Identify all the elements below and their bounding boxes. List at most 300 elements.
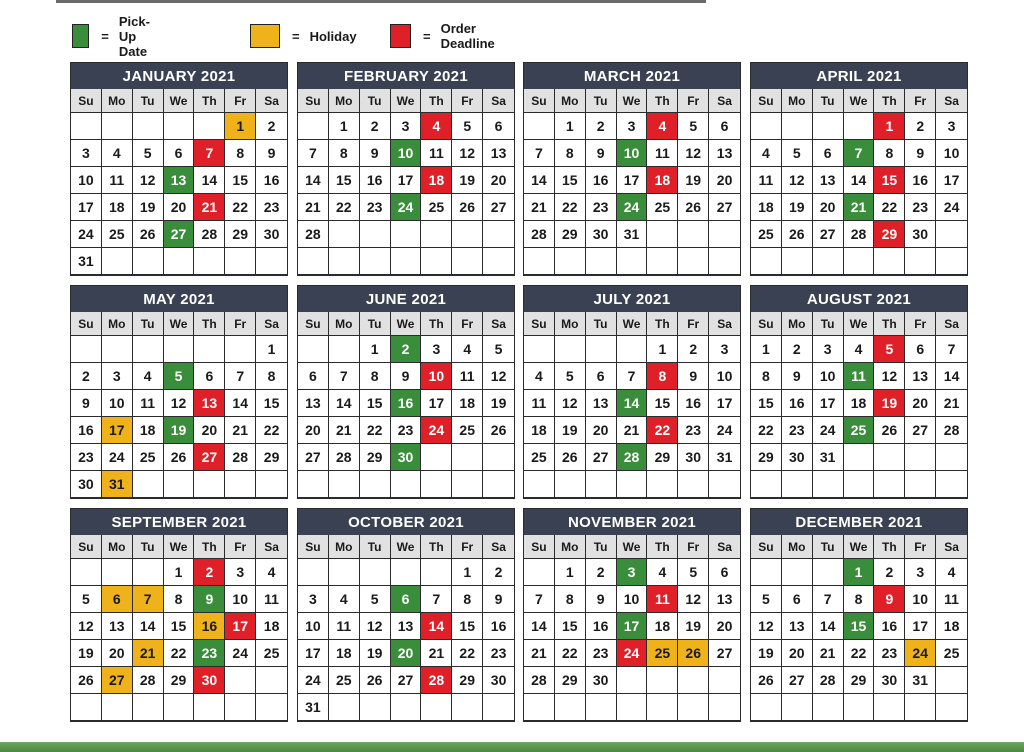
- day-cell: 5: [782, 140, 813, 167]
- day-cell: 18: [329, 640, 360, 667]
- empty-day-cell: [936, 694, 967, 721]
- empty-day-cell: [678, 667, 709, 694]
- day-cell: 31: [71, 248, 102, 275]
- weekday-header: Sa: [709, 312, 740, 336]
- day-cell: 29: [555, 667, 586, 694]
- empty-day-cell: [102, 336, 133, 363]
- day-cell: 2: [874, 559, 905, 586]
- month-grid: [71, 89, 287, 275]
- day-cell: 10: [617, 586, 648, 613]
- day-cell: 6: [905, 336, 936, 363]
- day-cell: 21: [298, 194, 329, 221]
- month-title: DECEMBER 2021: [751, 509, 967, 535]
- day-cell: 3: [225, 559, 256, 586]
- empty-day-cell: [936, 667, 967, 694]
- day-cell: 17: [71, 194, 102, 221]
- day-cell-pickup: 24: [391, 194, 422, 221]
- day-cell: 13: [586, 390, 617, 417]
- empty-day-cell: [844, 444, 875, 471]
- day-cell: 9: [391, 363, 422, 390]
- day-cell: 16: [678, 390, 709, 417]
- empty-day-cell: [194, 471, 225, 498]
- day-cell: 10: [813, 363, 844, 390]
- day-cell-deadline: 2: [194, 559, 225, 586]
- weekday-header: We: [844, 312, 875, 336]
- day-cell: 16: [483, 613, 514, 640]
- day-cell-deadline: 10: [421, 363, 452, 390]
- day-cell: 29: [452, 667, 483, 694]
- day-cell: 21: [936, 390, 967, 417]
- day-cell: 17: [813, 390, 844, 417]
- day-cell: 8: [555, 586, 586, 613]
- month-calendar: [523, 508, 741, 722]
- empty-day-cell: [874, 471, 905, 498]
- day-cell: 16: [586, 167, 617, 194]
- day-cell: 22: [164, 640, 195, 667]
- day-cell: 8: [555, 140, 586, 167]
- day-cell: 8: [452, 586, 483, 613]
- month-grid: [71, 535, 287, 721]
- empty-day-cell: [421, 221, 452, 248]
- day-cell: 11: [329, 613, 360, 640]
- legend-equals: =: [422, 28, 431, 44]
- day-cell: 13: [391, 613, 422, 640]
- day-cell: 21: [813, 640, 844, 667]
- day-cell: 19: [555, 417, 586, 444]
- day-cell: 27: [782, 667, 813, 694]
- weekday-header: We: [617, 89, 648, 113]
- month-calendar: [70, 508, 288, 722]
- day-cell: 5: [360, 586, 391, 613]
- day-cell: 8: [164, 586, 195, 613]
- weekday-header: Mo: [329, 535, 360, 559]
- empty-day-cell: [782, 694, 813, 721]
- day-cell: 4: [751, 140, 782, 167]
- empty-day-cell: [647, 694, 678, 721]
- month-title: JANUARY 2021: [71, 63, 287, 89]
- weekday-header: Fr: [452, 535, 483, 559]
- day-cell: 19: [483, 390, 514, 417]
- weekday-header: Fr: [905, 89, 936, 113]
- day-cell: 25: [256, 640, 287, 667]
- month-grid: [524, 89, 740, 275]
- day-cell: 12: [874, 363, 905, 390]
- empty-day-cell: [133, 559, 164, 586]
- day-cell: 2: [782, 336, 813, 363]
- day-cell: 28: [194, 221, 225, 248]
- weekday-header: Sa: [709, 535, 740, 559]
- empty-day-cell: [298, 559, 329, 586]
- day-cell: 12: [452, 140, 483, 167]
- day-cell: 3: [936, 113, 967, 140]
- day-cell: 10: [936, 140, 967, 167]
- day-cell: 21: [421, 640, 452, 667]
- month-calendar: [70, 62, 288, 276]
- day-cell: 11: [102, 167, 133, 194]
- weekday-header: Fr: [225, 312, 256, 336]
- weekday-header: Su: [751, 89, 782, 113]
- day-cell: 23: [391, 417, 422, 444]
- day-cell: 9: [678, 363, 709, 390]
- deadline-swatch: [390, 24, 411, 48]
- day-cell: 21: [524, 640, 555, 667]
- day-cell-deadline: 24: [421, 417, 452, 444]
- empty-day-cell: [617, 471, 648, 498]
- weekday-header: Th: [421, 535, 452, 559]
- day-cell: 15: [555, 167, 586, 194]
- empty-day-cell: [782, 471, 813, 498]
- empty-day-cell: [524, 248, 555, 275]
- day-cell: 5: [751, 586, 782, 613]
- month-grid: [524, 312, 740, 498]
- day-cell-pickup: 16: [391, 390, 422, 417]
- month-calendar: [297, 285, 515, 499]
- day-cell: 4: [647, 559, 678, 586]
- day-cell: 21: [524, 194, 555, 221]
- day-cell: 14: [329, 390, 360, 417]
- day-cell-pickup: 13: [164, 167, 195, 194]
- day-cell: 30: [905, 221, 936, 248]
- empty-day-cell: [524, 559, 555, 586]
- day-cell: 19: [678, 167, 709, 194]
- empty-day-cell: [298, 471, 329, 498]
- day-cell: 18: [936, 613, 967, 640]
- day-cell: 1: [360, 336, 391, 363]
- empty-day-cell: [586, 471, 617, 498]
- weekday-header: Mo: [555, 535, 586, 559]
- day-cell: 2: [483, 559, 514, 586]
- empty-day-cell: [256, 248, 287, 275]
- day-cell-holiday: 26: [678, 640, 709, 667]
- weekday-header: Mo: [782, 89, 813, 113]
- day-cell: 26: [483, 417, 514, 444]
- month-calendar: [297, 508, 515, 722]
- day-cell: 7: [298, 140, 329, 167]
- day-cell-deadline: 8: [647, 363, 678, 390]
- day-cell-deadline: 13: [194, 390, 225, 417]
- day-cell: 31: [905, 667, 936, 694]
- day-cell: 22: [555, 640, 586, 667]
- day-cell: 14: [936, 363, 967, 390]
- empty-day-cell: [360, 471, 391, 498]
- empty-day-cell: [751, 113, 782, 140]
- empty-day-cell: [225, 471, 256, 498]
- empty-day-cell: [709, 694, 740, 721]
- day-cell: 14: [133, 613, 164, 640]
- day-cell: 25: [647, 194, 678, 221]
- weekday-header: Mo: [782, 535, 813, 559]
- empty-day-cell: [71, 694, 102, 721]
- day-cell: 17: [709, 390, 740, 417]
- empty-day-cell: [905, 444, 936, 471]
- day-cell: 9: [586, 140, 617, 167]
- day-cell: 1: [555, 113, 586, 140]
- weekday-header: Tu: [360, 312, 391, 336]
- empty-day-cell: [751, 559, 782, 586]
- month-calendar: [750, 62, 968, 276]
- day-cell: 31: [617, 221, 648, 248]
- day-cell: 8: [225, 140, 256, 167]
- month-grid: [298, 312, 514, 498]
- day-cell: 26: [782, 221, 813, 248]
- day-cell: 17: [936, 167, 967, 194]
- day-cell-pickup: 30: [391, 444, 422, 471]
- empty-day-cell: [225, 248, 256, 275]
- empty-day-cell: [391, 694, 422, 721]
- month-calendar: [523, 62, 741, 276]
- empty-day-cell: [421, 559, 452, 586]
- empty-day-cell: [586, 694, 617, 721]
- empty-day-cell: [586, 248, 617, 275]
- day-cell: 6: [298, 363, 329, 390]
- day-cell: 17: [391, 167, 422, 194]
- empty-day-cell: [936, 444, 967, 471]
- weekday-header: Mo: [102, 535, 133, 559]
- empty-day-cell: [391, 248, 422, 275]
- day-cell: 27: [813, 221, 844, 248]
- empty-day-cell: [709, 248, 740, 275]
- day-cell: 5: [71, 586, 102, 613]
- day-cell: 26: [133, 221, 164, 248]
- empty-day-cell: [71, 113, 102, 140]
- weekday-header: Mo: [782, 312, 813, 336]
- day-cell-deadline: 4: [421, 113, 452, 140]
- weekday-header: Tu: [360, 89, 391, 113]
- empty-day-cell: [391, 221, 422, 248]
- weekday-header: Sa: [256, 312, 287, 336]
- day-cell-deadline: 17: [225, 613, 256, 640]
- empty-day-cell: [102, 694, 133, 721]
- empty-day-cell: [360, 248, 391, 275]
- day-cell: 18: [133, 417, 164, 444]
- month-title: MARCH 2021: [524, 63, 740, 89]
- day-cell-pickup: 23: [194, 640, 225, 667]
- day-cell: 22: [256, 417, 287, 444]
- weekday-header: Tu: [813, 89, 844, 113]
- day-cell: 12: [71, 613, 102, 640]
- day-cell-pickup: 15: [844, 613, 875, 640]
- day-cell: 18: [452, 390, 483, 417]
- day-cell: 28: [133, 667, 164, 694]
- day-cell-deadline: 19: [874, 390, 905, 417]
- day-cell: 3: [905, 559, 936, 586]
- empty-day-cell: [782, 559, 813, 586]
- empty-day-cell: [678, 694, 709, 721]
- empty-day-cell: [844, 471, 875, 498]
- day-cell: 3: [421, 336, 452, 363]
- empty-day-cell: [751, 694, 782, 721]
- empty-day-cell: [298, 248, 329, 275]
- empty-day-cell: [524, 113, 555, 140]
- empty-day-cell: [298, 336, 329, 363]
- day-cell: 10: [225, 586, 256, 613]
- weekday-header: Th: [874, 89, 905, 113]
- day-cell: 22: [844, 640, 875, 667]
- day-cell: 28: [225, 444, 256, 471]
- empty-day-cell: [256, 694, 287, 721]
- day-cell: 1: [555, 559, 586, 586]
- day-cell-holiday: 31: [102, 471, 133, 498]
- weekday-header: Su: [524, 535, 555, 559]
- weekday-header: Mo: [102, 89, 133, 113]
- empty-day-cell: [133, 694, 164, 721]
- empty-day-cell: [164, 471, 195, 498]
- day-cell: 7: [329, 363, 360, 390]
- empty-day-cell: [678, 248, 709, 275]
- empty-day-cell: [225, 336, 256, 363]
- day-cell: 12: [133, 167, 164, 194]
- weekday-header: Mo: [555, 89, 586, 113]
- month-grid: [751, 312, 967, 498]
- day-cell: 22: [874, 194, 905, 221]
- day-cell: 11: [452, 363, 483, 390]
- day-cell: 17: [905, 613, 936, 640]
- day-cell: 27: [298, 444, 329, 471]
- empty-day-cell: [555, 694, 586, 721]
- day-cell: 1: [751, 336, 782, 363]
- day-cell: 9: [586, 586, 617, 613]
- day-cell: 29: [751, 444, 782, 471]
- empty-day-cell: [391, 471, 422, 498]
- weekday-header: Fr: [452, 89, 483, 113]
- day-cell: 28: [524, 221, 555, 248]
- empty-day-cell: [256, 471, 287, 498]
- empty-day-cell: [360, 694, 391, 721]
- empty-day-cell: [452, 221, 483, 248]
- day-cell-pickup: 2: [391, 336, 422, 363]
- empty-day-cell: [360, 559, 391, 586]
- weekday-header: Fr: [678, 89, 709, 113]
- empty-day-cell: [647, 667, 678, 694]
- weekday-header: We: [617, 535, 648, 559]
- day-cell: 21: [225, 417, 256, 444]
- day-cell: 27: [905, 417, 936, 444]
- month-title: FEBRUARY 2021: [298, 63, 514, 89]
- day-cell: 7: [617, 363, 648, 390]
- day-cell: 26: [874, 417, 905, 444]
- day-cell: 25: [133, 444, 164, 471]
- day-cell: 5: [452, 113, 483, 140]
- day-cell: 24: [225, 640, 256, 667]
- weekday-header: Tu: [133, 535, 164, 559]
- day-cell: 15: [360, 390, 391, 417]
- day-cell: 16: [256, 167, 287, 194]
- day-cell: 13: [709, 586, 740, 613]
- day-cell: 20: [483, 167, 514, 194]
- month-title: AUGUST 2021: [751, 286, 967, 312]
- weekday-header: We: [391, 312, 422, 336]
- empty-day-cell: [555, 336, 586, 363]
- weekday-header: Su: [751, 312, 782, 336]
- empty-day-cell: [844, 113, 875, 140]
- day-cell: 4: [524, 363, 555, 390]
- day-cell: 19: [782, 194, 813, 221]
- day-cell: 19: [133, 194, 164, 221]
- day-cell: 10: [709, 363, 740, 390]
- weekday-header: Sa: [709, 89, 740, 113]
- day-cell: 8: [844, 586, 875, 613]
- day-cell: 3: [71, 140, 102, 167]
- empty-day-cell: [421, 444, 452, 471]
- weekday-header: Sa: [483, 312, 514, 336]
- day-cell: 14: [524, 613, 555, 640]
- day-cell: 24: [936, 194, 967, 221]
- weekday-header: We: [164, 89, 195, 113]
- day-cell: 30: [782, 444, 813, 471]
- day-cell: 29: [256, 444, 287, 471]
- legend-item-pickup: [72, 13, 163, 59]
- weekday-header: Su: [298, 312, 329, 336]
- empty-day-cell: [452, 248, 483, 275]
- day-cell: 15: [751, 390, 782, 417]
- day-cell: 8: [329, 140, 360, 167]
- weekday-header: Th: [647, 535, 678, 559]
- day-cell: 25: [329, 667, 360, 694]
- day-cell: 14: [524, 167, 555, 194]
- day-cell: 6: [709, 113, 740, 140]
- day-cell-pickup: 21: [844, 194, 875, 221]
- day-cell: 25: [936, 640, 967, 667]
- empty-day-cell: [905, 471, 936, 498]
- day-cell: 4: [329, 586, 360, 613]
- day-cell: 12: [483, 363, 514, 390]
- day-cell: 15: [329, 167, 360, 194]
- day-cell: 16: [586, 613, 617, 640]
- day-cell: 4: [936, 559, 967, 586]
- day-cell-pickup: 27: [164, 221, 195, 248]
- day-cell: 8: [256, 363, 287, 390]
- empty-day-cell: [874, 694, 905, 721]
- weekday-header: Th: [647, 312, 678, 336]
- day-cell-pickup: 25: [844, 417, 875, 444]
- day-cell: 10: [71, 167, 102, 194]
- day-cell: 24: [298, 667, 329, 694]
- weekday-header: Sa: [483, 89, 514, 113]
- day-cell: 12: [751, 613, 782, 640]
- day-cell: 2: [256, 113, 287, 140]
- empty-day-cell: [647, 471, 678, 498]
- day-cell: 22: [751, 417, 782, 444]
- day-cell: 29: [647, 444, 678, 471]
- day-cell: 9: [256, 140, 287, 167]
- day-cell-pickup: 9: [194, 586, 225, 613]
- day-cell: 18: [844, 390, 875, 417]
- day-cell: 14: [194, 167, 225, 194]
- weekday-header: We: [617, 312, 648, 336]
- day-cell: 26: [751, 667, 782, 694]
- day-cell: 23: [782, 417, 813, 444]
- empty-day-cell: [102, 559, 133, 586]
- empty-day-cell: [329, 471, 360, 498]
- month-title: SEPTEMBER 2021: [71, 509, 287, 535]
- weekday-header: Th: [194, 89, 225, 113]
- day-cell: 12: [678, 586, 709, 613]
- month-grid: [71, 312, 287, 498]
- weekday-header: Th: [421, 89, 452, 113]
- empty-day-cell: [617, 336, 648, 363]
- weekday-header: We: [391, 89, 422, 113]
- day-cell-deadline: 28: [421, 667, 452, 694]
- day-cell: 4: [102, 140, 133, 167]
- weekday-header: Su: [298, 535, 329, 559]
- day-cell: 16: [874, 613, 905, 640]
- empty-day-cell: [421, 248, 452, 275]
- empty-day-cell: [133, 336, 164, 363]
- day-cell: 9: [782, 363, 813, 390]
- empty-day-cell: [905, 694, 936, 721]
- day-cell: 30: [586, 221, 617, 248]
- day-cell: 11: [751, 167, 782, 194]
